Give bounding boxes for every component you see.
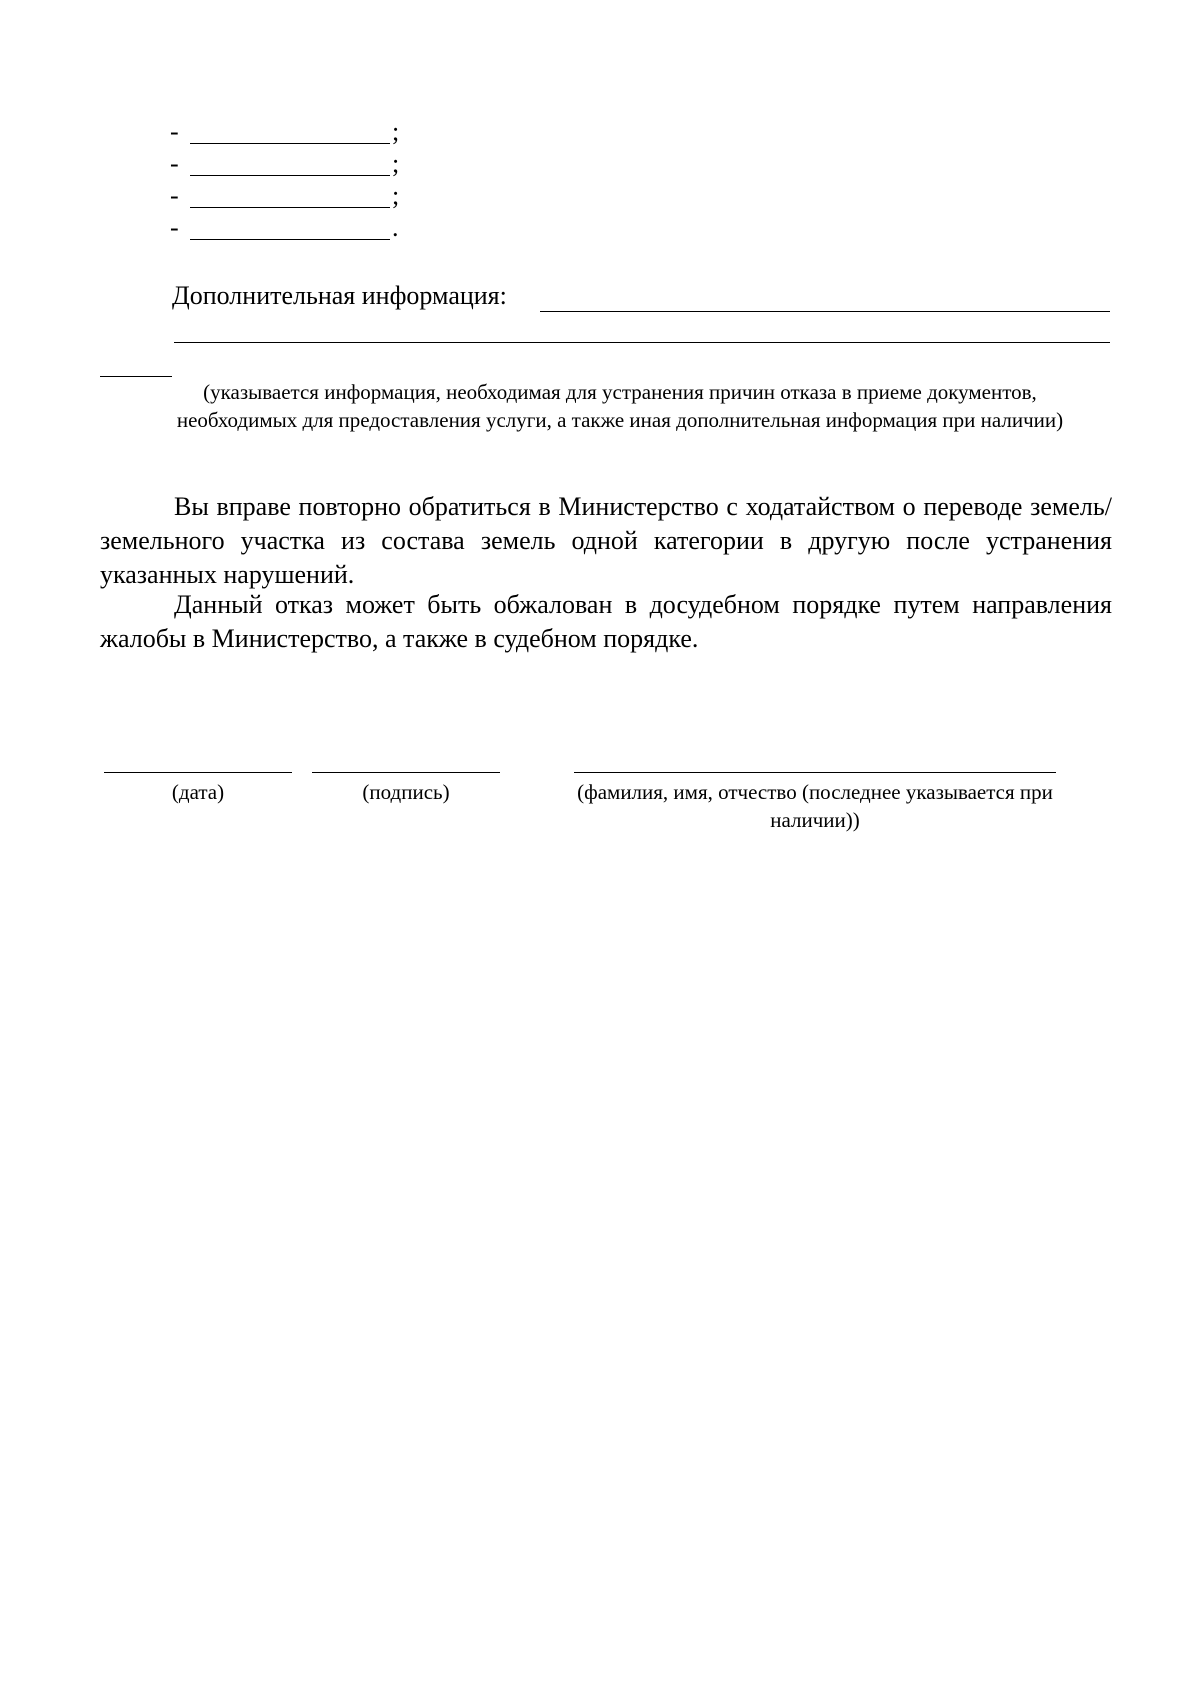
name-caption: (фамилия, имя, отчество (последнее указывается при наличии)) — [577, 780, 1053, 832]
date-blank-line — [104, 772, 292, 773]
dash-mark: - — [170, 149, 179, 178]
name-blank-line — [574, 772, 1056, 773]
dash-list-item — [170, 214, 410, 246]
extra-info-label: Дополнительная информация: — [172, 281, 507, 310]
blank-line — [190, 239, 390, 240]
dash-mark: - — [170, 117, 179, 146]
dash-mark: - — [170, 181, 179, 210]
body-paragraph: Вы вправе повторно обратиться в Министерство с ходатайством о переводе земель/земельного участка из состава земель одной категории в другую после устранения указанных нарушений. — [100, 492, 1112, 589]
item-punctuation: ; — [392, 181, 400, 210]
blank-line — [190, 175, 390, 176]
dash-list — [170, 118, 410, 246]
signature-caption: (подпись) — [362, 780, 450, 804]
dash-mark: - — [170, 213, 179, 242]
extra-info-blank-line — [174, 342, 1110, 343]
item-punctuation: . — [392, 213, 399, 242]
footnote-rule — [100, 376, 172, 377]
signature-blank-line — [312, 772, 500, 773]
blank-line — [190, 207, 390, 208]
date-caption: (дата) — [171, 780, 225, 804]
dash-list-item — [170, 118, 410, 150]
item-punctuation: ; — [392, 117, 400, 146]
dash-list-item — [170, 150, 410, 182]
item-punctuation: ; — [392, 149, 400, 178]
extra-info-blank-line — [540, 311, 1110, 312]
body-paragraph: Данный отказ может быть обжалован в досудебном порядке путем направления жалобы в Министерство, а также в судебном порядке. — [100, 590, 1112, 653]
blank-line — [190, 143, 390, 144]
dash-list-item — [170, 182, 410, 214]
extra-info-note: (указывается информация, необходимая для устранения причин отказа в приеме документов, необходимых для предоставления услуги, а также иная дополнительная информация при наличии) — [176, 380, 1064, 432]
